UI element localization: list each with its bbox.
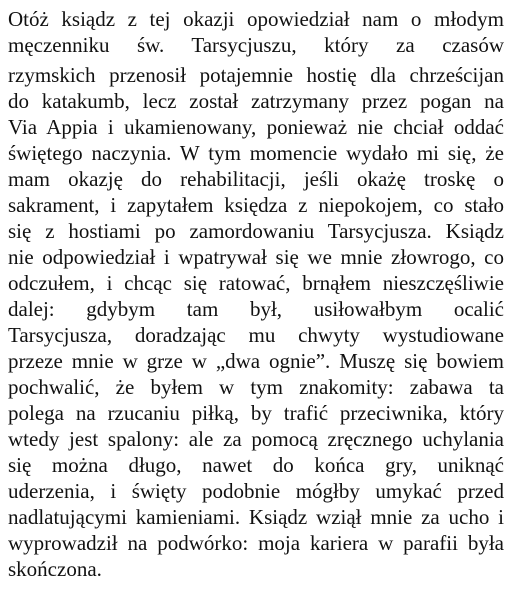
text-line: świętego naczynia. W tym momencie wydało mi się, że xyxy=(8,141,504,165)
text-line: do katakumb, lecz został zatrzymany przez pogan na xyxy=(8,89,504,113)
text-line: polega na rzucaniu piłką, by trafić przeciwnika, który xyxy=(8,401,504,425)
text-line: skończona. xyxy=(8,557,102,576)
text-line: wtedy jest spalony: ale za pomocą zręcznego uchylania xyxy=(8,427,504,451)
text-line: nie odpowiedział i wpatrywał się we mnie złowrogo, co xyxy=(8,245,504,269)
text-line: Otóż ksiądz z tej okazji opowiedział nam o młodym xyxy=(8,7,504,31)
text-line: się z hostiami po zamordowaniu Tarsycjusza. Ksiądz xyxy=(8,219,504,243)
text-line: Tarsycjusza, doradzając mu chwyty wystudiowane xyxy=(8,323,504,347)
text-line: Via Appia i ukamienowany, ponieważ nie chciał oddać xyxy=(8,115,504,139)
text-line: mam okazję do rehabilitacji, jeśli okażę troskę o xyxy=(8,167,504,191)
text-line: dalej: gdybym tam był, usiłowałbym ocalić xyxy=(8,297,504,321)
text-line: się można długo, nawet do końca gry, uniknąć xyxy=(8,453,504,477)
text-line: rzymskich przenosił potajemnie hostię dla chrześcijan xyxy=(8,63,504,87)
text-line: uderzenia, i święty podobnie mógłby umykać przed xyxy=(8,479,504,503)
text-line: wyprowadził na podwórko: moja kariera w parafii była xyxy=(8,531,504,555)
text-line: męczenniku św. Tarsycjuszu, który za czasów xyxy=(8,33,504,57)
text-line: nadlatującymi kamieniami. Ksiądz wziął mnie za ucho i xyxy=(8,505,504,529)
text-line: sakrament, i zapytałem księdza z niepokojem, co stało xyxy=(8,193,504,217)
text-line: przeze mnie w grze w „dwa ognie”. Muszę się bowiem xyxy=(8,349,504,373)
text-page xyxy=(8,0,504,600)
text-line: pochwalić, że byłem w tym znakomity: zabawa ta xyxy=(8,375,504,399)
text-line: odczułem, i chcąc się ratować, brnąłem nieszczęśliwie xyxy=(8,271,504,295)
